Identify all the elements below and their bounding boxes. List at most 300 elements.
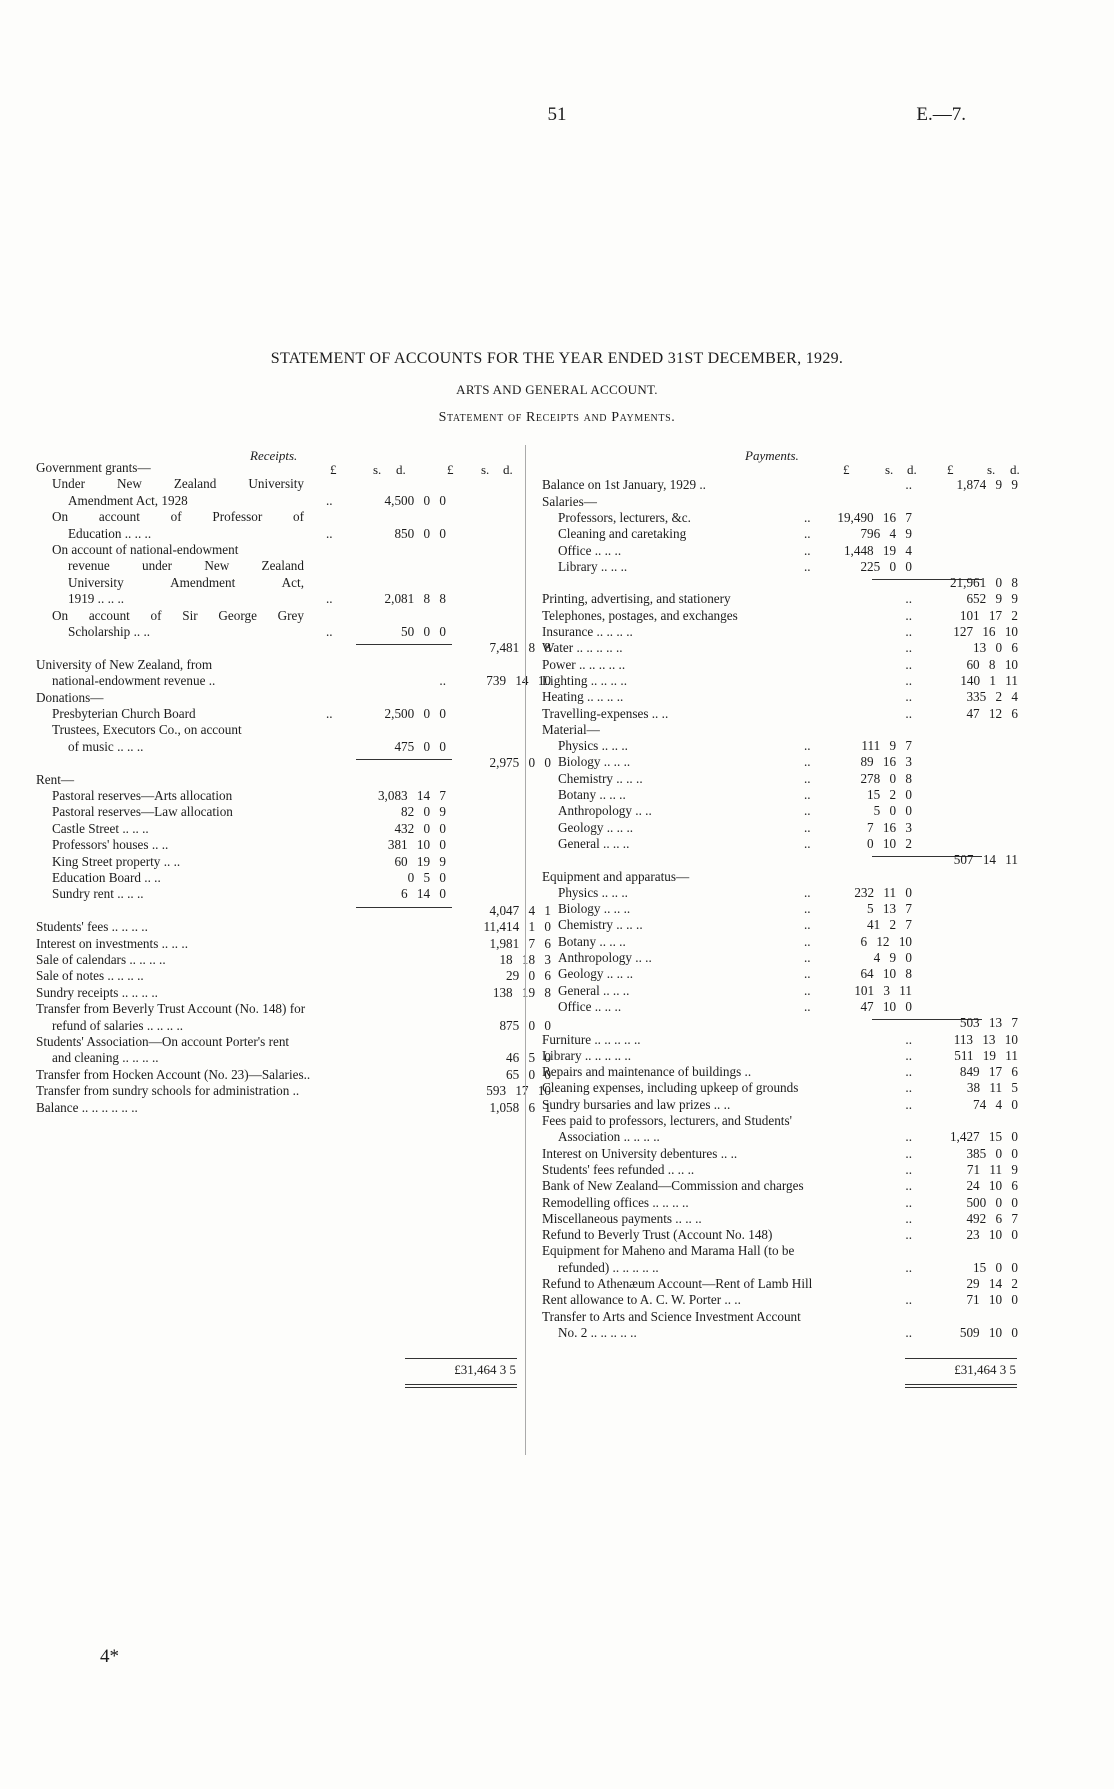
payments-line xyxy=(542,1276,1022,1292)
payments-line-label: Library .. .. .. .. .. xyxy=(542,1047,631,1063)
receipts-line-label: On account of Professor of xyxy=(52,509,304,525)
payments-line-label: Repairs and maintenance of buildings .. xyxy=(542,1064,752,1080)
payments-leader-dots: .. xyxy=(804,835,811,851)
receipts-amount-inner: 6 14 0 xyxy=(401,886,446,902)
payments-leader-dots: .. xyxy=(804,933,811,949)
receipts-line xyxy=(36,739,526,755)
payments-line xyxy=(542,1309,1022,1325)
payments-line-label: Anthropology .. .. xyxy=(558,950,652,965)
payments-amount-inner: 278 0 8 xyxy=(860,770,912,786)
receipts-leader-dots: .. xyxy=(326,525,333,541)
payments-line xyxy=(542,591,1022,607)
receipts-line xyxy=(36,591,526,607)
receipts-line xyxy=(36,821,526,837)
payments-line xyxy=(542,738,1022,754)
payments-line-label: Transfer to Arts and Science Investment Account xyxy=(542,1308,801,1324)
payments-amount-outer: 385 0 0 xyxy=(966,1145,1018,1161)
receipts-line-label: Sundry rent .. .. .. xyxy=(52,886,144,902)
payments-amount-inner: .. xyxy=(905,1210,912,1226)
payments-line xyxy=(542,983,1022,999)
receipts-amount-inner: .. xyxy=(439,673,446,689)
payments-line-label: Travelling-expenses .. .. xyxy=(542,705,669,721)
receipts-amount-inner: 3,083 14 7 xyxy=(377,788,446,803)
payments-leader-dots: .. xyxy=(804,950,811,965)
payments-amount-outer: 21,961 0 8 xyxy=(949,575,1018,591)
receipts-amount-outer: 4,047 4 1 xyxy=(489,902,551,918)
payments-line xyxy=(542,852,1022,868)
payments-line xyxy=(542,869,1022,885)
payments-leader-dots: .. xyxy=(804,526,811,542)
payments-line-label: Telephones, postages, and exchanges xyxy=(542,607,738,623)
payments-amount-outer: 335 2 4 xyxy=(966,689,1018,705)
payments-amount-inner: 19,490 16 7 xyxy=(837,509,912,525)
payments-line xyxy=(542,640,1022,656)
receipts-amount-inner: 381 10 0 xyxy=(387,837,446,853)
receipts-line-label: Transfer from Hocken Account (No. 23)—Salaries.. xyxy=(36,1066,311,1082)
column-divider xyxy=(525,445,526,1455)
payments-amount-outer: 500 0 0 xyxy=(966,1194,1018,1210)
payments-line-label: Botany .. .. .. xyxy=(558,787,626,802)
receipts-amount-outer: 65 0 0 xyxy=(506,1066,551,1082)
receipts-line xyxy=(36,493,526,509)
payments-line xyxy=(542,673,1022,689)
receipts-line-label: On account of Sir George Grey xyxy=(52,607,304,623)
receipts-amount-inner: 50 0 0 xyxy=(401,624,446,639)
receipts-line-label: national-endowment revenue .. xyxy=(52,673,216,689)
receipts-amount-inner: 4,500 0 0 xyxy=(384,492,446,508)
payments-line xyxy=(542,1260,1022,1276)
signature-mark: 4* xyxy=(100,1646,119,1667)
receipts-line-label: Scholarship .. .. xyxy=(68,624,151,639)
payments-pound-header-1: £ xyxy=(843,462,850,477)
receipts-line-label: and cleaning .. .. .. .. xyxy=(52,1050,159,1066)
receipts-line-label: Balance .. .. .. .. .. .. xyxy=(36,1099,138,1115)
receipts-line xyxy=(36,476,526,492)
payments-line-label: Association .. .. .. .. xyxy=(558,1129,660,1145)
receipts-line-label: of music .. .. .. xyxy=(68,738,144,754)
receipts-amount-outer: 593 17 10 xyxy=(486,1083,551,1099)
payments-line xyxy=(542,494,1022,510)
payments-amount-outer: 71 11 9 xyxy=(966,1161,1018,1177)
payments-amount-inner: 6 12 10 xyxy=(860,933,912,949)
payments-line-label: Printing, advertising, and stationery xyxy=(542,591,731,607)
payments-amount-outer: 652 9 9 xyxy=(966,591,1018,607)
payments-line xyxy=(542,575,1022,591)
payments-line xyxy=(542,1292,1022,1308)
payments-line xyxy=(542,1080,1022,1096)
payments-line xyxy=(542,608,1022,624)
receipts-line xyxy=(36,1050,551,1066)
receipts-line xyxy=(36,690,526,706)
payments-leader-dots: .. xyxy=(804,966,811,982)
payments-line-label: Interest on University debentures .. .. xyxy=(542,1145,738,1161)
payments-amount-inner: .. xyxy=(905,1047,912,1063)
payments-line xyxy=(542,820,1022,836)
receipts-line-label: 1919 .. .. .. xyxy=(68,591,125,607)
payments-line-label: General .. .. .. xyxy=(558,982,630,998)
receipts-line-label: Government grants— xyxy=(36,460,151,475)
receipts-line xyxy=(36,706,526,722)
payments-amount-outer: 507 14 11 xyxy=(953,852,1018,868)
receipts-line xyxy=(36,542,526,558)
payments-amount-inner: .. xyxy=(905,607,912,623)
payments-amount-inner: .. xyxy=(905,1080,912,1096)
payments-line-label: No. 2 .. .. .. .. .. xyxy=(558,1324,637,1340)
payments-amount-outer: 849 17 6 xyxy=(959,1064,1018,1080)
receipts-amount-outer: 138 19 8 xyxy=(492,984,551,1000)
receipts-line-label: Sale of notes .. .. .. .. xyxy=(36,968,144,984)
payments-amount-inner: .. xyxy=(905,689,912,705)
account-title: ARTS AND GENERAL ACCOUNT. xyxy=(456,382,658,397)
receipts-line xyxy=(36,755,551,771)
payments-line-label: Balance on 1st January, 1929 .. xyxy=(542,477,706,493)
payments-line xyxy=(542,657,1022,673)
payments-line xyxy=(542,1195,1022,1211)
payments-line-label: Cleaning and caretaking xyxy=(558,526,687,542)
receipts-line xyxy=(36,935,551,952)
receipts-line xyxy=(36,624,526,640)
receipts-line-label: On account of national-endowment xyxy=(52,542,239,557)
payments-total-rule-bottom-1 xyxy=(905,1384,1017,1385)
receipts-heading: Receipts. xyxy=(250,448,298,463)
payments-line xyxy=(542,477,1022,493)
payments-line xyxy=(542,771,1022,787)
receipts-shilling-header-1: s. xyxy=(373,462,382,477)
payments-line xyxy=(542,1048,1022,1064)
receipts-amount-inner: 432 0 0 xyxy=(394,820,446,836)
receipts-line-label: King Street property .. .. xyxy=(52,853,181,869)
receipts-line xyxy=(36,460,526,476)
receipts-amount-outer: 7,481 8 8 xyxy=(489,640,551,656)
payments-amount-inner: .. xyxy=(905,477,912,493)
receipts-leader-dots: .. xyxy=(326,624,333,639)
payments-amount-outer: 101 17 2 xyxy=(959,607,1018,623)
payments-line xyxy=(542,1178,1022,1194)
payments-amount-outer: 29 14 2 xyxy=(966,1276,1018,1291)
payments-leader-dots: .. xyxy=(804,787,811,802)
payments-line-label: Cleaning expenses, including upkeep of grounds xyxy=(542,1080,799,1096)
payments-line-label: Students' fees refunded .. .. .. xyxy=(542,1161,695,1177)
payments-amount-inner: 111 9 7 xyxy=(861,738,912,754)
payments-line-label: Geology .. .. .. xyxy=(558,819,634,835)
payments-amount-outer: 47 12 6 xyxy=(966,705,1018,721)
payments-line xyxy=(542,1113,1022,1129)
receipts-line xyxy=(36,722,526,738)
receipts-line xyxy=(36,1001,526,1017)
payments-line-label: Biology .. .. .. xyxy=(558,754,631,770)
receipts-line-label: Transfer from Beverly Trust Account (No. 148) for xyxy=(36,1001,306,1017)
payments-line-label: Physics .. .. .. xyxy=(558,738,628,754)
document-reference: E.—7. xyxy=(916,104,966,125)
payments-amount-outer: 23 10 0 xyxy=(966,1227,1018,1243)
payments-amount-inner: .. xyxy=(905,624,912,639)
receipts-line xyxy=(36,673,551,689)
payments-amount-inner: 64 10 8 xyxy=(860,966,912,982)
receipts-line-label: Sale of calendars .. .. .. .. xyxy=(36,952,166,967)
receipts-total-rule-top xyxy=(405,1358,517,1359)
receipts-line xyxy=(36,902,551,919)
payments-line xyxy=(542,1097,1022,1113)
receipts-amount-inner: 2,500 0 0 xyxy=(384,706,446,721)
receipts-line-label: Students' Association—On account Porter's rent xyxy=(36,1034,290,1049)
payments-line xyxy=(542,1211,1022,1227)
receipts-line xyxy=(36,804,526,820)
receipts-line-label: Education Board .. .. xyxy=(52,870,161,885)
payments-line-label: Rent allowance to A. C. W. Porter .. .. xyxy=(542,1292,741,1308)
payments-line xyxy=(542,950,1022,966)
receipts-amount-outer: 875 0 0 xyxy=(499,1017,551,1033)
receipts-subtotal-rule xyxy=(356,907,452,908)
receipts-amount-inner: 0 5 0 xyxy=(407,870,446,885)
payments-line xyxy=(542,836,1022,852)
payments-line-label: Chemistry .. .. .. xyxy=(558,917,643,933)
receipts-total-rule-bottom-2 xyxy=(405,1387,517,1388)
payments-leader-dots: .. xyxy=(804,754,811,770)
payments-amount-outer: 38 11 5 xyxy=(966,1080,1018,1096)
receipts-amount-inner: 60 19 9 xyxy=(394,853,446,869)
payments-total-rule-bottom-2 xyxy=(905,1387,1017,1388)
receipts-line-label: Interest on investments .. .. .. xyxy=(36,935,188,951)
payments-line xyxy=(542,1146,1022,1162)
payments-line xyxy=(542,754,1022,770)
receipts-line xyxy=(36,509,526,525)
receipts-pence-header-1: d. xyxy=(396,462,406,477)
payments-pence-header-1: d. xyxy=(907,462,917,477)
receipts-line-label: Students' fees .. .. .. .. xyxy=(36,919,148,935)
receipts-amount-outer: 739 14 10 xyxy=(486,673,551,689)
receipts-pound-header-2: £ xyxy=(447,462,454,477)
payments-line-label: Physics .. .. .. xyxy=(558,884,628,900)
receipts-leader-dots: .. xyxy=(326,706,333,721)
payments-line xyxy=(542,999,1022,1015)
receipts-line xyxy=(36,772,526,788)
payments-line-label: Botany .. .. .. xyxy=(558,933,626,949)
receipts-line-label: Trustees, Executors Co., on account xyxy=(52,722,242,738)
receipts-line xyxy=(36,837,526,853)
payments-amount-inner: 232 11 0 xyxy=(854,884,912,900)
payments-amount-inner: 7 16 3 xyxy=(867,819,912,835)
receipts-line xyxy=(36,1066,551,1083)
payments-amount-outer: 13 0 6 xyxy=(973,640,1018,656)
payments-amount-inner: .. xyxy=(905,1031,912,1047)
payments-amount-inner: .. xyxy=(905,1194,912,1210)
payments-line xyxy=(542,1015,1022,1031)
payments-amount-inner: .. xyxy=(905,640,912,656)
payments-line-label: General .. .. .. xyxy=(558,835,630,851)
receipts-line xyxy=(36,558,526,574)
receipts-line xyxy=(36,788,526,804)
payments-line-label: Professors, lecturers, &c. xyxy=(558,509,691,525)
payments-amount-inner: 4 9 0 xyxy=(873,950,912,965)
payments-leader-dots: .. xyxy=(804,738,811,754)
receipts-amount-inner: 475 0 0 xyxy=(394,738,446,754)
page-number: 51 xyxy=(547,104,567,125)
payments-amount-inner: .. xyxy=(905,1129,912,1145)
payments-amount-inner: 15 2 0 xyxy=(867,787,912,802)
receipts-amount-outer: 11,414 1 0 xyxy=(483,919,551,935)
payments-leader-dots: .. xyxy=(804,917,811,933)
payments-line-label: Equipment and apparatus— xyxy=(542,868,690,884)
payments-amount-inner: .. xyxy=(905,1064,912,1080)
payments-line xyxy=(542,510,1022,526)
receipts-amount-outer: 46 5 0 xyxy=(506,1050,551,1066)
payments-amount-inner: 796 4 9 xyxy=(860,526,912,542)
payments-leader-dots: .. xyxy=(804,803,811,819)
payments-line xyxy=(542,1162,1022,1178)
receipts-line xyxy=(36,608,526,624)
payments-line xyxy=(542,1032,1022,1048)
payments-line-label: refunded) .. .. .. .. .. xyxy=(558,1259,659,1275)
payments-amount-outer: 24 10 6 xyxy=(966,1178,1018,1194)
payments-line-label: Sundry bursaries and law prizes .. .. xyxy=(542,1096,731,1112)
receipts-leader-dots: .. xyxy=(326,492,333,508)
receipts-line xyxy=(36,1034,526,1050)
receipts-shilling-header-2: s. xyxy=(481,462,490,477)
payments-amount-outer: 1,427 15 0 xyxy=(949,1129,1018,1145)
receipts-line xyxy=(36,1017,551,1034)
payments-leader-dots: .. xyxy=(804,901,811,917)
payments-leader-dots: .. xyxy=(804,998,811,1014)
payments-line-label: Equipment for Maheno and Marama Hall (to be xyxy=(542,1243,795,1259)
statement-subtitle: Statement of Receipts and Payments. xyxy=(438,410,676,425)
payments-amount-inner: .. xyxy=(905,1324,912,1340)
payments-line xyxy=(542,1243,1022,1259)
receipts-amount-inner: 850 0 0 xyxy=(394,525,446,541)
payments-amount-inner: .. xyxy=(905,1292,912,1308)
payments-line xyxy=(542,917,1022,933)
receipts-amount-outer: 18 18 3 xyxy=(499,952,551,967)
payments-amount-inner: .. xyxy=(905,1145,912,1161)
payments-amount-outer: 140 1 11 xyxy=(960,672,1018,688)
payments-line xyxy=(542,543,1022,559)
payments-leader-dots: .. xyxy=(804,982,811,998)
receipts-line-label: Professors' houses .. .. xyxy=(52,837,169,853)
payments-line-label: Miscellaneous payments .. .. .. xyxy=(542,1210,702,1226)
receipts-line xyxy=(36,984,551,1001)
payments-line xyxy=(542,559,1022,575)
receipts-line-label: Pastoral reserves—Arts allocation xyxy=(52,788,233,803)
payments-line-label: Remodelling offices .. .. .. .. xyxy=(542,1194,689,1210)
payments-amount-outer: 15 0 0 xyxy=(973,1259,1018,1275)
payments-line xyxy=(542,901,1022,917)
payments-line xyxy=(542,966,1022,982)
payments-shilling-header-1: s. xyxy=(885,462,894,477)
payments-leader-dots: .. xyxy=(804,884,811,900)
receipts-amount-inner: 2,081 8 8 xyxy=(384,591,446,607)
payments-line xyxy=(542,934,1022,950)
receipts-amount-inner: 82 0 9 xyxy=(401,804,446,820)
statement-title: STATEMENT OF ACCOUNTS FOR THE YEAR ENDED 31ST DECEMBER, 1929. xyxy=(270,350,844,367)
payments-line xyxy=(542,787,1022,803)
receipts-line xyxy=(36,886,526,902)
payments-line-label: Refund to Athenæum Account—Rent of Lamb Hill xyxy=(542,1276,813,1291)
receipts-amount-outer: 1,981 7 6 xyxy=(489,935,551,951)
payments-amount-inner: .. xyxy=(905,1178,912,1194)
receipts-line-label: refund of salaries .. .. .. .. xyxy=(52,1017,184,1033)
receipts-line xyxy=(36,575,526,591)
payments-amount-inner: .. xyxy=(905,1161,912,1177)
receipts-line xyxy=(36,870,526,886)
payments-line-label: Power .. .. .. .. .. xyxy=(542,656,626,672)
payments-line-label: Geology .. .. .. xyxy=(558,966,634,982)
receipts-pence-header-2: d. xyxy=(503,462,513,477)
payments-line-label: Anthropology .. .. xyxy=(558,803,652,819)
receipts-total-rule-bottom-1 xyxy=(405,1384,517,1385)
payments-line xyxy=(542,624,1022,640)
payments-leader-dots: .. xyxy=(804,509,811,525)
payments-amount-inner: 5 13 7 xyxy=(867,901,912,917)
payments-amount-inner: 0 10 2 xyxy=(867,835,912,851)
receipts-line-label: Transfer from sundry schools for administration .. xyxy=(36,1083,300,1099)
payments-amount-inner: 5 0 0 xyxy=(873,803,912,819)
receipts-line xyxy=(36,968,551,984)
receipts-line-label: University Amendment Act, xyxy=(68,574,304,590)
receipts-line-label: Under New Zealand University xyxy=(52,476,304,492)
payments-pence-header-2: d. xyxy=(1010,462,1020,477)
payments-grand-total: £31,464 3 5 xyxy=(954,1362,1016,1377)
payments-amount-outer: 74 4 0 xyxy=(973,1096,1018,1112)
payments-amount-outer: 113 13 10 xyxy=(953,1031,1018,1047)
payments-line xyxy=(542,722,1022,738)
payments-amount-outer: 492 6 7 xyxy=(966,1210,1018,1226)
payments-amount-inner: .. xyxy=(905,1096,912,1112)
payments-line xyxy=(542,526,1022,542)
payments-line xyxy=(542,1227,1022,1243)
payments-line xyxy=(542,1325,1022,1341)
receipts-line-label: Pastoral reserves—Law allocation xyxy=(52,804,233,820)
receipts-line-label: Presbyterian Church Board xyxy=(52,706,196,721)
payments-line xyxy=(542,689,1022,705)
payments-amount-inner: 1,448 19 4 xyxy=(843,542,912,558)
receipts-amount-outer: 29 0 6 xyxy=(506,968,551,984)
receipts-subtotal-rule xyxy=(356,644,452,645)
receipts-line-label: Amendment Act, 1928 xyxy=(68,492,188,508)
payments-amount-inner: .. xyxy=(905,1227,912,1243)
receipts-pound-header-1: £ xyxy=(330,462,337,477)
receipts-line xyxy=(36,1099,551,1116)
payments-line-label: Water .. .. .. .. .. xyxy=(542,640,623,656)
payments-line-label: Biology .. .. .. xyxy=(558,901,631,917)
payments-pound-header-2: £ xyxy=(947,462,954,477)
receipts-line xyxy=(36,657,526,673)
payments-amount-inner: 225 0 0 xyxy=(860,558,912,574)
payments-line xyxy=(542,461,1022,477)
receipts-line-label: University of New Zealand, from xyxy=(36,656,213,672)
payments-leader-dots: .. xyxy=(804,819,811,835)
payments-line xyxy=(542,885,1022,901)
receipts-amount-outer: 2,975 0 0 xyxy=(489,755,551,771)
receipts-line xyxy=(36,952,551,968)
payments-amount-outer: 60 8 10 xyxy=(966,656,1018,672)
payments-line xyxy=(542,1064,1022,1080)
receipts-line xyxy=(36,1083,551,1099)
payments-leader-dots: .. xyxy=(804,770,811,786)
payments-line-label: Office .. .. .. xyxy=(558,998,622,1014)
payments-amount-outer: 71 10 0 xyxy=(966,1292,1018,1308)
receipts-line-label: Rent— xyxy=(36,771,75,787)
receipts-amount-outer: 1,058 6 1 xyxy=(489,1099,551,1115)
payments-line-label: Fees paid to professors, lecturers, and Students' xyxy=(542,1113,792,1128)
payments-amount-inner: 89 16 3 xyxy=(860,754,912,770)
payments-line-label: Bank of New Zealand—Commission and charges xyxy=(542,1178,804,1194)
payments-amount-inner: 101 3 11 xyxy=(854,982,912,998)
payments-line-label: Insurance .. .. .. .. xyxy=(542,624,633,639)
payments-line xyxy=(542,1129,1022,1145)
payments-amount-outer: 1,874 9 9 xyxy=(956,477,1018,493)
receipts-subtotal-rule xyxy=(356,759,452,760)
payments-line-label: Refund to Beverly Trust (Account No. 148) xyxy=(542,1227,773,1243)
payments-heading: Payments. xyxy=(745,448,799,463)
